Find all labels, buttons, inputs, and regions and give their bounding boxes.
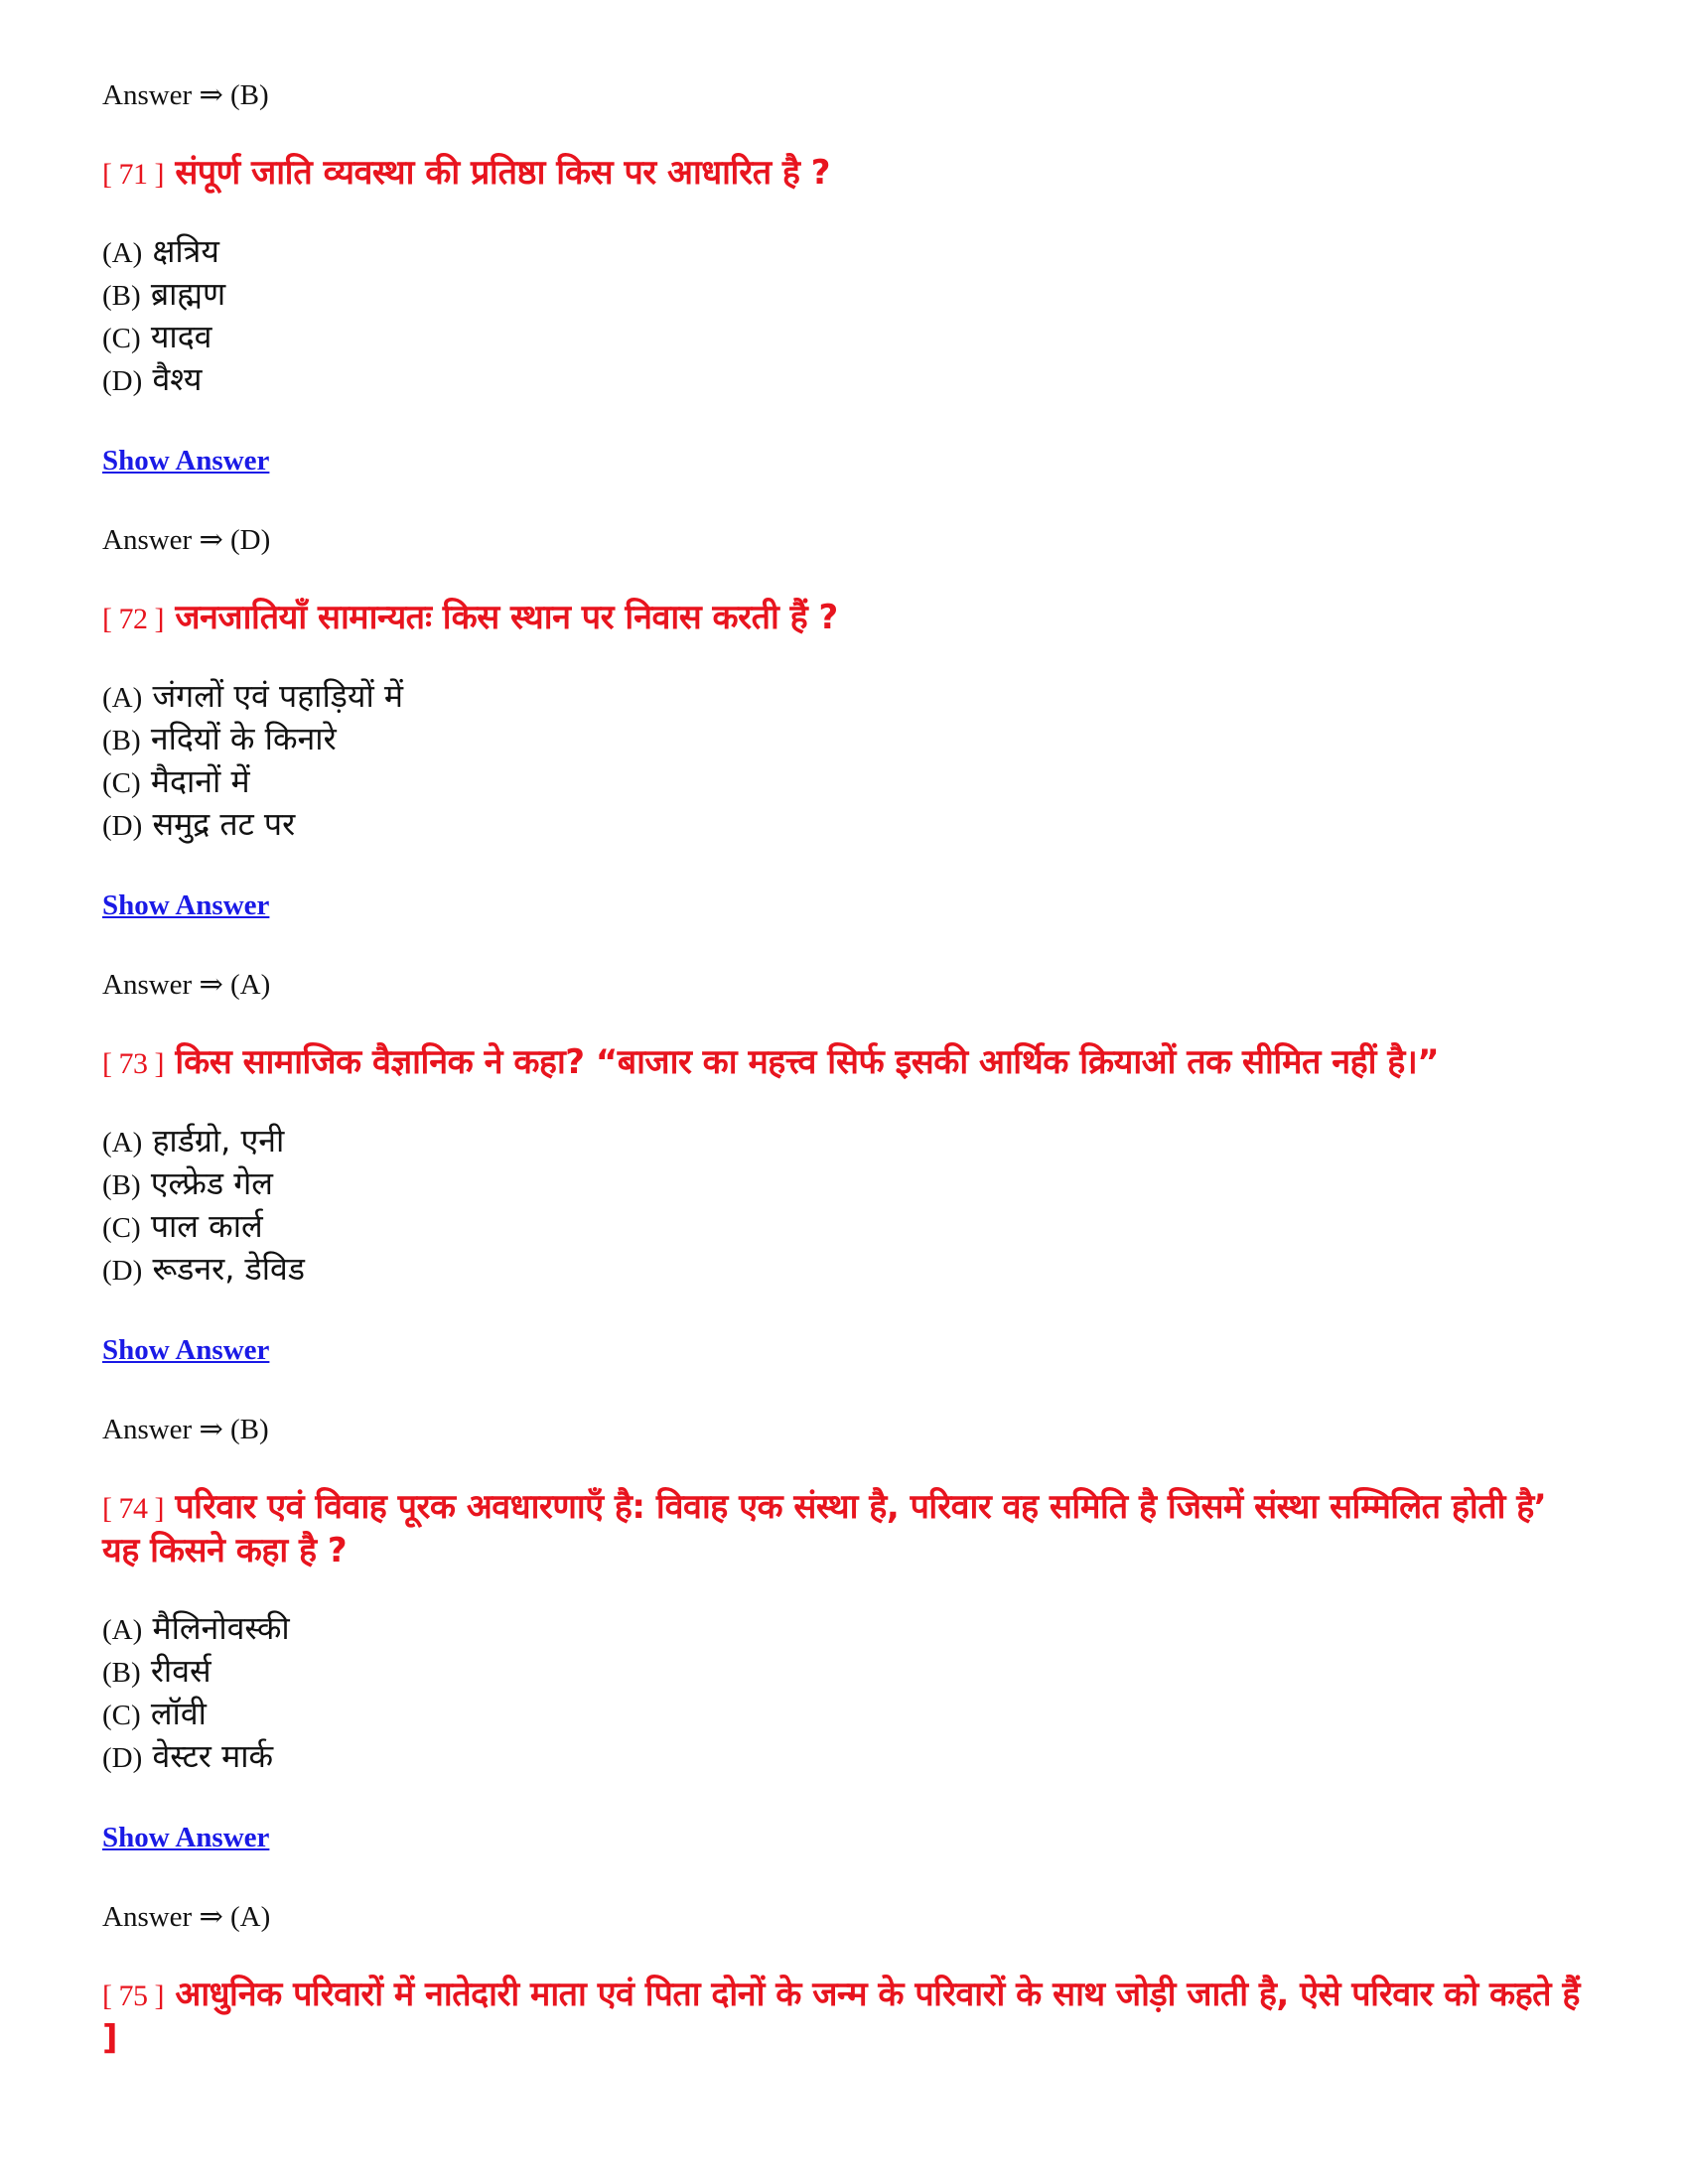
option-label: (D) (102, 810, 143, 842)
show-answer-link[interactable]: Show Answer (102, 1822, 270, 1853)
option-label: (A) (102, 237, 143, 269)
option-text: हार्डग्रो, एनी (152, 1122, 285, 1160)
option-label: (C) (102, 1212, 141, 1244)
option-c (102, 760, 1592, 803)
option-d (102, 1248, 1592, 1291)
question-text: जनजातियाँ सामान्यतः किस स्थान पर निवास करती हैं ? (175, 598, 838, 637)
option-label: (B) (102, 725, 141, 756)
option-label: (D) (102, 1742, 143, 1774)
option-a (102, 675, 1592, 718)
question-75 (102, 1974, 1592, 2060)
option-text: वैश्य (152, 360, 203, 398)
option-text: यादव (150, 318, 212, 355)
option-text: एल्फ्रेड गेल (150, 1164, 273, 1202)
options-list (102, 675, 1592, 846)
question-text: किस सामाजिक वैज्ञानिक ने कहा? “बाजार का महत्त्व सिर्फ इसकी आर्थिक क्रियाओं तक सीमित नहीं है।” (175, 1042, 1440, 1082)
option-label: (B) (102, 280, 141, 312)
answer-text: Answer ⇒ (D) (102, 524, 271, 556)
option-d (102, 358, 1592, 401)
question-number: [ 72 ] (102, 603, 164, 635)
option-label: (D) (102, 365, 143, 397)
question-72 (102, 597, 1592, 640)
option-b (102, 1650, 1592, 1693)
option-b (102, 1162, 1592, 1205)
option-text: क्षत्रिय (152, 232, 219, 270)
option-text: रूडनर, डेविड (152, 1250, 305, 1288)
option-label: (D) (102, 1255, 143, 1287)
question-number: [ 75 ] (102, 1979, 164, 2012)
option-label: (A) (102, 682, 143, 714)
option-label: (C) (102, 323, 141, 354)
question-73 (102, 1041, 1592, 1085)
answer-text: Answer ⇒ (A) (102, 1901, 271, 1933)
option-d (102, 1735, 1592, 1778)
answer-text: Answer ⇒ (B) (102, 1414, 269, 1445)
show-answer-link[interactable]: Show Answer (102, 889, 270, 921)
question-number: [ 71 ] (102, 158, 164, 191)
question-74 (102, 1486, 1592, 1572)
options-list (102, 1120, 1592, 1291)
question-text: संपूर्ण जाति व्यवस्था की प्रतिष्ठा किस पर आधारित है ? (175, 153, 831, 193)
option-a (102, 1120, 1592, 1162)
option-label: (C) (102, 1700, 141, 1731)
option-c (102, 1205, 1592, 1248)
option-text: वेस्टर मार्क (152, 1737, 274, 1775)
option-text: लॉवी (150, 1695, 207, 1732)
option-label: (B) (102, 1657, 141, 1689)
option-label: (A) (102, 1614, 143, 1646)
answer-text: Answer ⇒ (A) (102, 969, 271, 1001)
option-b (102, 273, 1592, 316)
option-d (102, 803, 1592, 846)
options-list (102, 1607, 1592, 1778)
option-a (102, 1607, 1592, 1650)
option-text: मैदानों में (150, 762, 250, 800)
option-text: नदियों के किनारे (150, 720, 337, 757)
option-c (102, 316, 1592, 358)
option-b (102, 718, 1592, 760)
question-number: [ 73 ] (102, 1047, 164, 1080)
answer-text: Answer ⇒ (B) (102, 79, 269, 111)
option-text: रीवर्स (150, 1652, 211, 1690)
quiz-page (102, 73, 1592, 2060)
option-c (102, 1693, 1592, 1735)
question-text: आधुनिक परिवारों में नातेदारी माता एवं पिता दोनों के जन्म के परिवारों के साथ जोड़ी जाती है, ऐसे परिवार को कहते हैं ] (102, 1975, 1580, 2058)
show-answer-link[interactable]: Show Answer (102, 1334, 270, 1366)
options-list (102, 230, 1592, 401)
show-answer-link[interactable]: Show Answer (102, 445, 270, 477)
question-71 (102, 152, 1592, 196)
option-label: (C) (102, 767, 141, 799)
option-text: मैलिनोवस्की (152, 1609, 290, 1647)
option-text: जंगलों एवं पहाड़ियों में (152, 677, 404, 715)
option-label: (B) (102, 1169, 141, 1201)
option-a (102, 230, 1592, 273)
option-text: ब्राह्मण (150, 275, 226, 313)
option-text: पाल कार्ल (150, 1207, 263, 1245)
question-number: [ 74 ] (102, 1492, 164, 1525)
option-text: समुद्र तट पर (152, 805, 296, 843)
option-label: (A) (102, 1127, 143, 1159)
question-text: परिवार एवं विवाह पूरक अवधारणाएँ है: विवाह एक संस्था है, परिवार वह समिति है जिसमें संस्था सम्मिलित होती है’ यह किसने कहा है ? (102, 1487, 1547, 1570)
